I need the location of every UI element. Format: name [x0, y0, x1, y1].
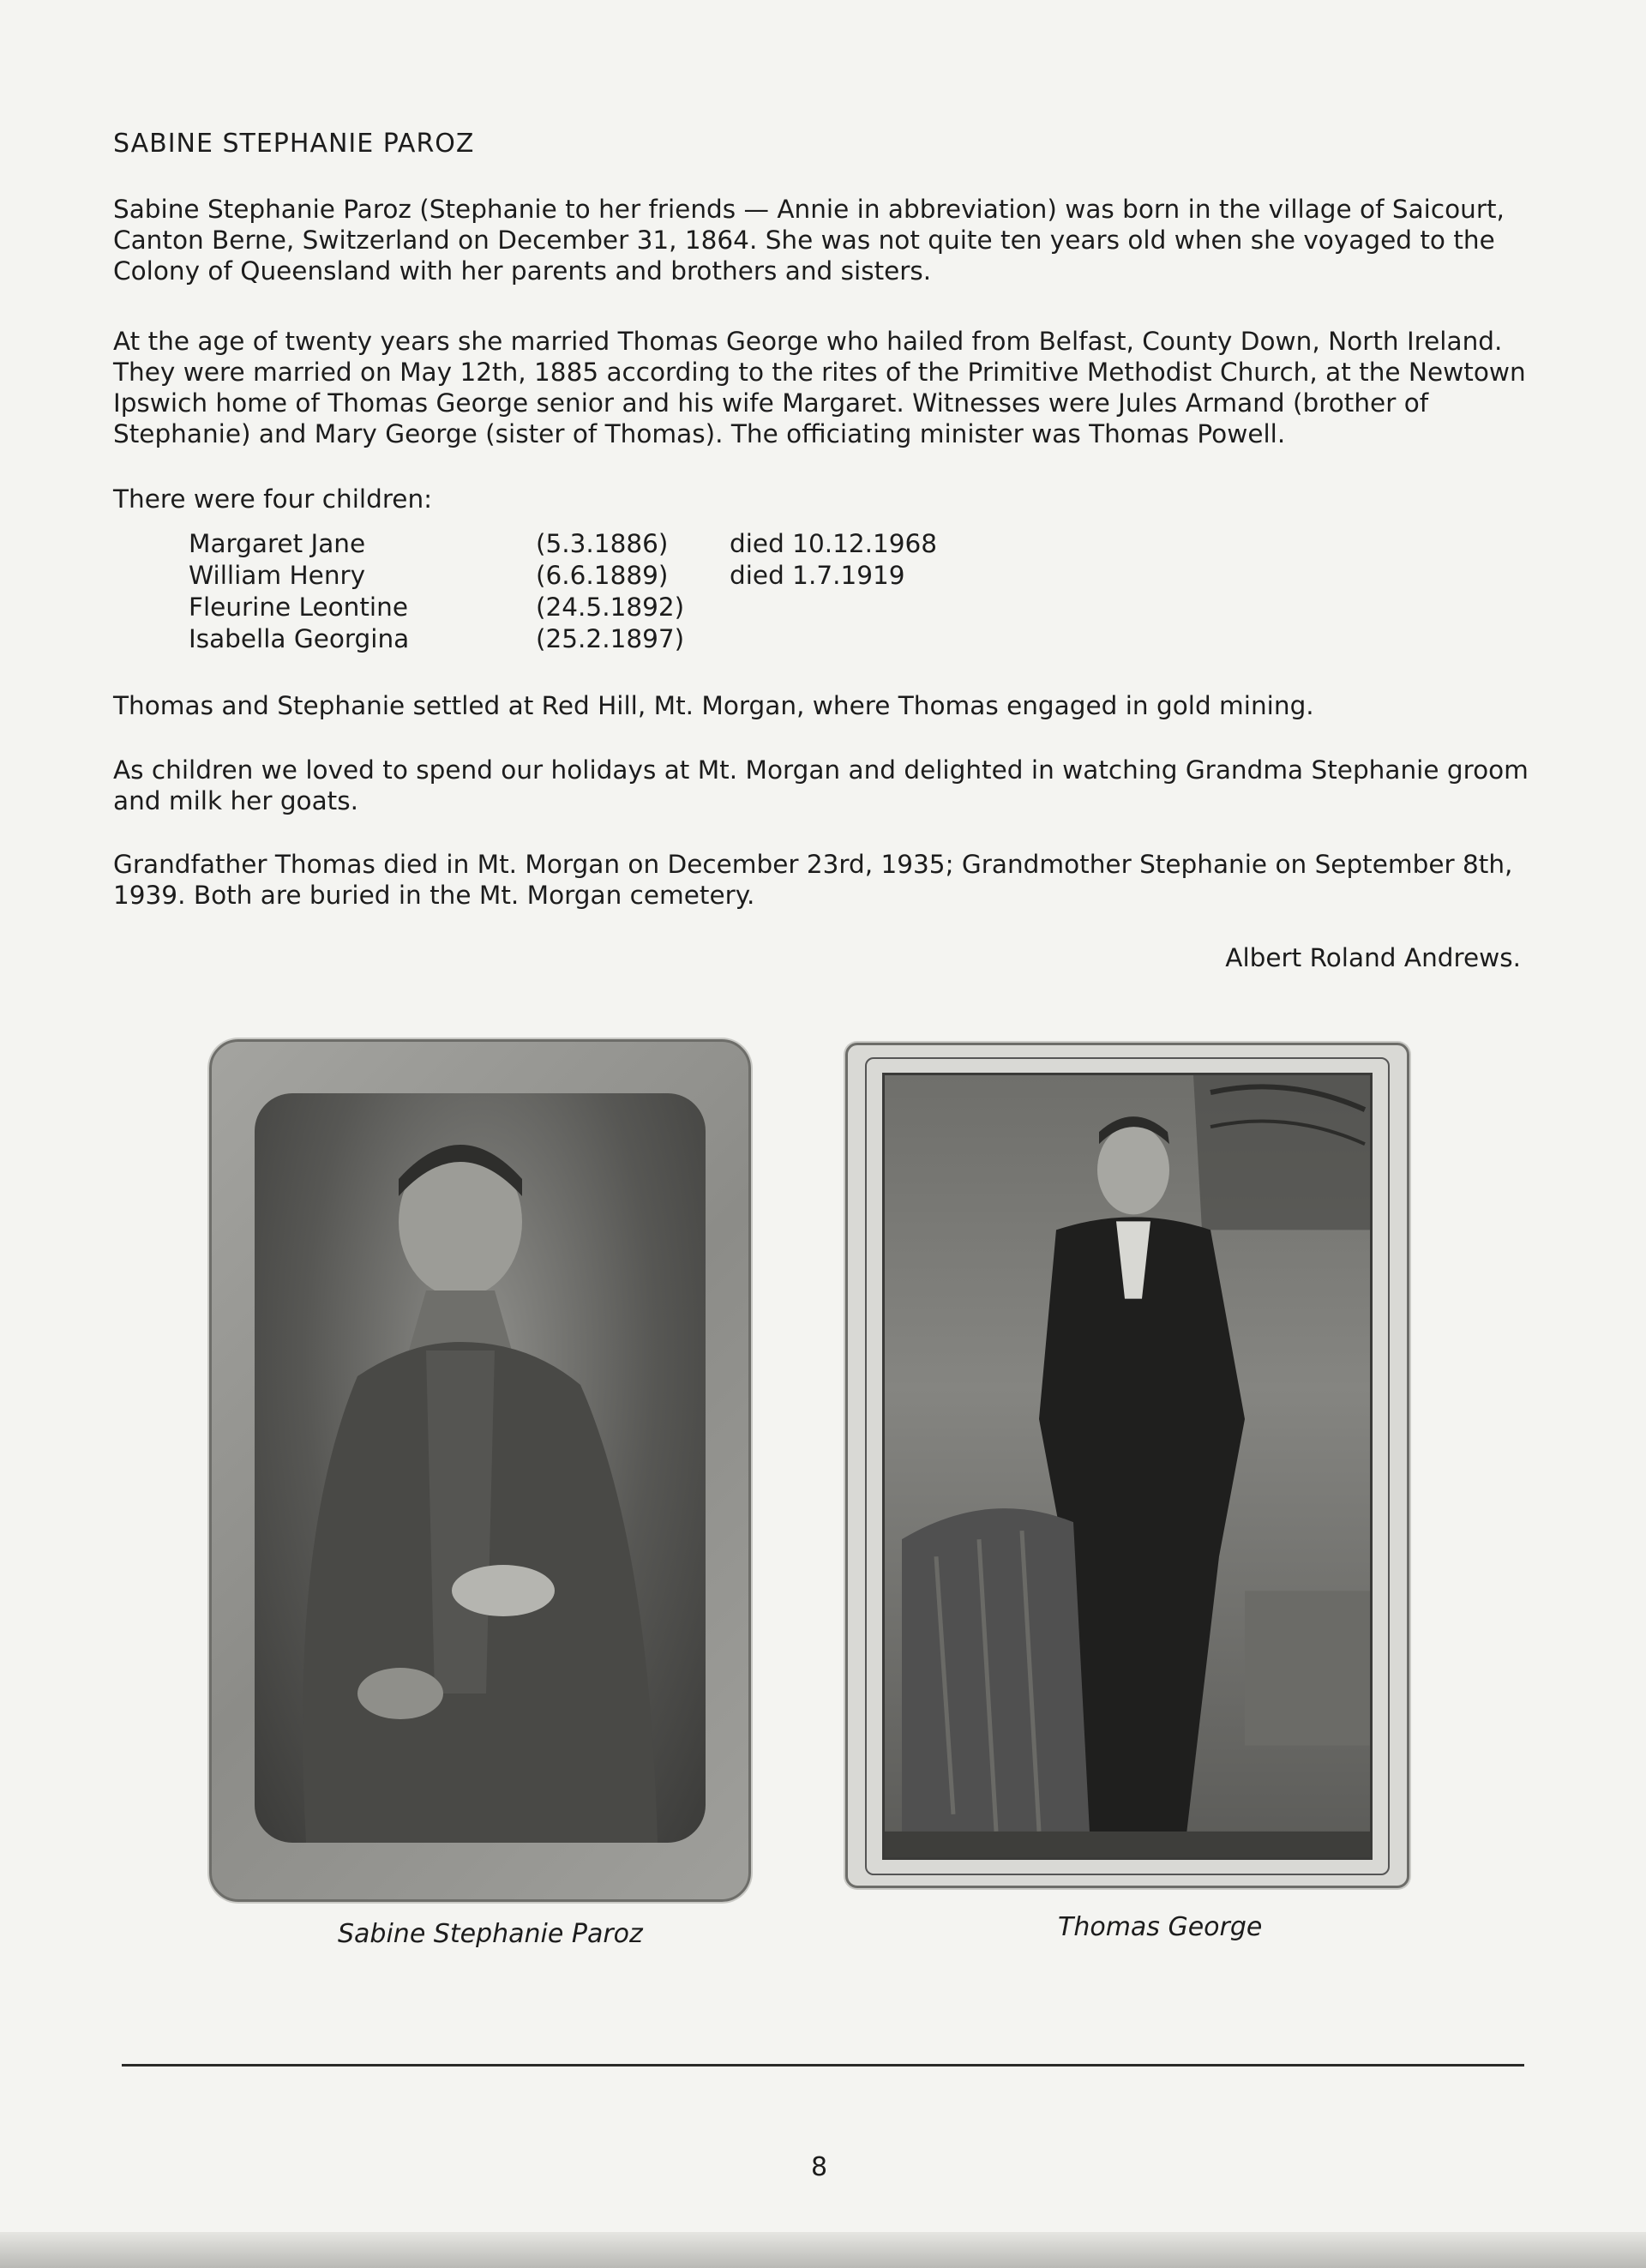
- child-row: [189, 528, 937, 560]
- child-row: [189, 560, 937, 592]
- footer-divider: [122, 2064, 1524, 2066]
- children-intro: There were four children:: [113, 484, 433, 514]
- photo-image: [882, 1073, 1373, 1860]
- woman-portrait-icon: [255, 1093, 706, 1843]
- child-name: Margaret Jane: [189, 529, 366, 558]
- child-row: [189, 623, 937, 655]
- deaths-paragraph: Grandfather Thomas died in Mt. Morgan on December 23rd, 1935; Grandmother Stephanie on September 8th, 1939. Both are buried in the Mt. Morgan cemetery.: [113, 850, 1513, 910]
- page-number: 8: [811, 2152, 828, 2182]
- holidays-paragraph: As children we loved to spend our holidays at Mt. Morgan and delighted in watching Grandma Stephanie groom and milk her goats.: [113, 755, 1529, 815]
- child-birth: (6.6.1889): [536, 561, 669, 590]
- child-death: [730, 592, 937, 623]
- intro-paragraph: Sabine Stephanie Paroz (Stephanie to her friends — Annie in abbreviation) was born in the village of Saicourt, Canton Berne, Switzerland on December 31, 1864. She was not quite ten years old when she voyaged to the Colony of Queensland with her parents and brothers and sisters.: [113, 195, 1505, 286]
- page-title: SABINE STEPHANIE PAROZ: [113, 129, 475, 159]
- settled-paragraph: Thomas and Stephanie settled at Red Hill, Mt. Morgan, where Thomas engaged in gold mining.: [113, 691, 1314, 720]
- child-name: Fleurine Leontine: [189, 593, 408, 622]
- child-row: [189, 592, 937, 623]
- photo-image: [255, 1093, 706, 1843]
- child-name: Isabella Georgina: [189, 624, 410, 653]
- author-signature: Albert Roland Andrews.: [1225, 943, 1521, 972]
- child-death: died 1.7.1919: [730, 561, 905, 590]
- child-birth: (5.3.1886): [536, 529, 669, 558]
- child-birth: (24.5.1892): [536, 593, 685, 622]
- child-name: William Henry: [189, 561, 366, 590]
- child-death: died 10.12.1968: [730, 529, 938, 558]
- portrait-photo-thomas: [845, 1043, 1409, 1888]
- caption-left: Sabine Stephanie Paroz: [338, 1919, 643, 1949]
- children-list: [189, 528, 937, 655]
- portrait-photo-stephanie: [209, 1039, 751, 1902]
- page-edge-shadow: [0, 2232, 1646, 2268]
- marriage-paragraph: At the age of twenty years she married Thomas George who hailed from Belfast, County Down, North Ireland. They were married on May 12th, 1885 according to the rites of the Primitive Methodist Church, at the Newtown Ipswich home of Thomas George senior and his wife Margaret. Witnesses were Jules Armand (brother of Stephanie) and Mary George (sister of Thomas). The officiating minister was Thomas Powell.: [113, 327, 1526, 448]
- man-portrait-icon: [885, 1075, 1370, 1857]
- child-death: [730, 623, 937, 655]
- caption-right: Thomas George: [1058, 1912, 1263, 1942]
- child-birth: (25.2.1897): [536, 624, 685, 653]
